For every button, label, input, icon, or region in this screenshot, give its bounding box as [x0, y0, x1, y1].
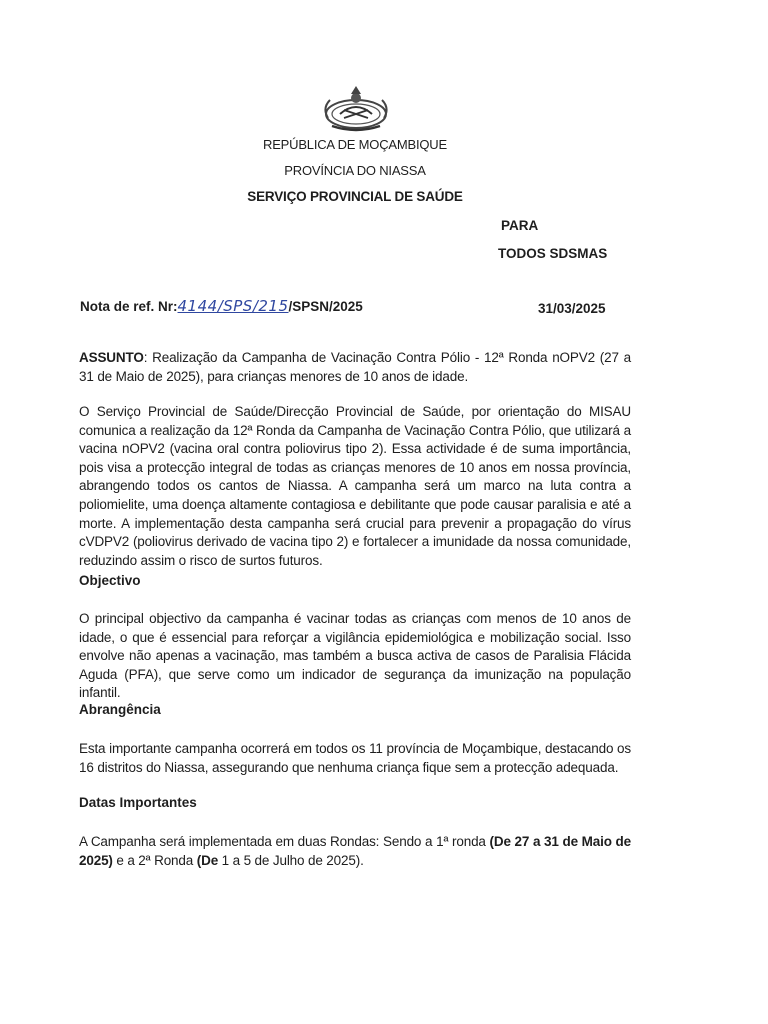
datas-text-2: e a 2ª Ronda [112, 852, 197, 868]
subject-paragraph [79, 349, 631, 386]
datas-round2-open: (De [196, 852, 219, 868]
header-province: PROVÍNCIA DO NIASSA [284, 163, 426, 178]
section-title-datas: Datas Importantes [79, 795, 197, 810]
recipient-label: PARA [501, 218, 539, 233]
document-date: 31/03/2025 [538, 301, 606, 316]
subject-label: ASSUNTO [79, 350, 144, 365]
datas-paragraph [79, 833, 631, 870]
section-title-abrangencia: Abrangência [79, 702, 161, 717]
section-title-objectivo: Objectivo [79, 573, 141, 588]
reference-handwritten-number: 4144/SPS/215 [177, 297, 289, 315]
datas-round2-dates: 1 a 5 de Julho de 2025). [218, 852, 364, 868]
intro-paragraph: O Serviço Provincial de Saúde/Direcção Provincial de Saúde, por orientação do MISAU comunica a realização da 12ª Ronda da Campanha de Vacinação Contra Pólio, que utilizará a vacina nOPV2 (vacina oral contra poliovirus tipo 2). Essa actividade é de suma importância, pois visa a protecção integral de todas as crianças menores de 10 anos em nossa província, abrangendo todos os cantos de Niassa. A campanha será um marco na luta contra a poliomielite, uma doença altamente contagiosa e debilitante que pode causar paralisia e até a morte. A implementação desta campanha será crucial para prevenir a propagação do vírus cVDPV2 (poliovirus derivado de vacina tipo 2) e fortalecer a imunidade da nossa comunidade, reduzindo assim o risco de surtos futuros. [79, 404, 631, 568]
header-republic: REPÚBLICA DE MOÇAMBIQUE [263, 137, 447, 152]
reference-suffix: /SPSN/2025 [288, 299, 363, 314]
datas-round1-dates: (De 27 a 31 de Maio de 2025) [79, 834, 631, 868]
datas-text-1: A Campanha será implementada em duas Rondas: Sendo a 1ª ronda [79, 834, 490, 849]
recipient-name: TODOS SDSMAS [498, 246, 608, 261]
subject-text: : Realização da Campanha de Vacinação Contra Pólio - 12ª Ronda nOPV2 (27 a 31 de Maio de 2025), para crianças menores de 10 anos de idade. [79, 350, 631, 384]
reference-line [80, 297, 363, 315]
abrangencia-paragraph: Esta importante campanha ocorrerá em todos os 11 província de Moçambique, destacando os 16 distritos do Niassa, assegurando que nenhuma criança fique sem a protecção adequada. [79, 741, 631, 775]
objectivo-paragraph: O principal objectivo da campanha é vacinar todas as crianças com menos de 10 anos de idade, o que é essencial para reforçar a vigilância epidemiológica e mobilização social. Isso envolve não apenas a vacinação, mas também a busca activa de casos de Paralisia Flácida Aguda (PFA), que serve como um indicador de segurança da imunização na população infantil. [79, 611, 631, 701]
coat-of-arms-icon [318, 84, 394, 132]
header-service: SERVIÇO PROVINCIAL DE SAÚDE [247, 189, 463, 204]
reference-label: Nota de ref. Nr: [80, 299, 178, 314]
